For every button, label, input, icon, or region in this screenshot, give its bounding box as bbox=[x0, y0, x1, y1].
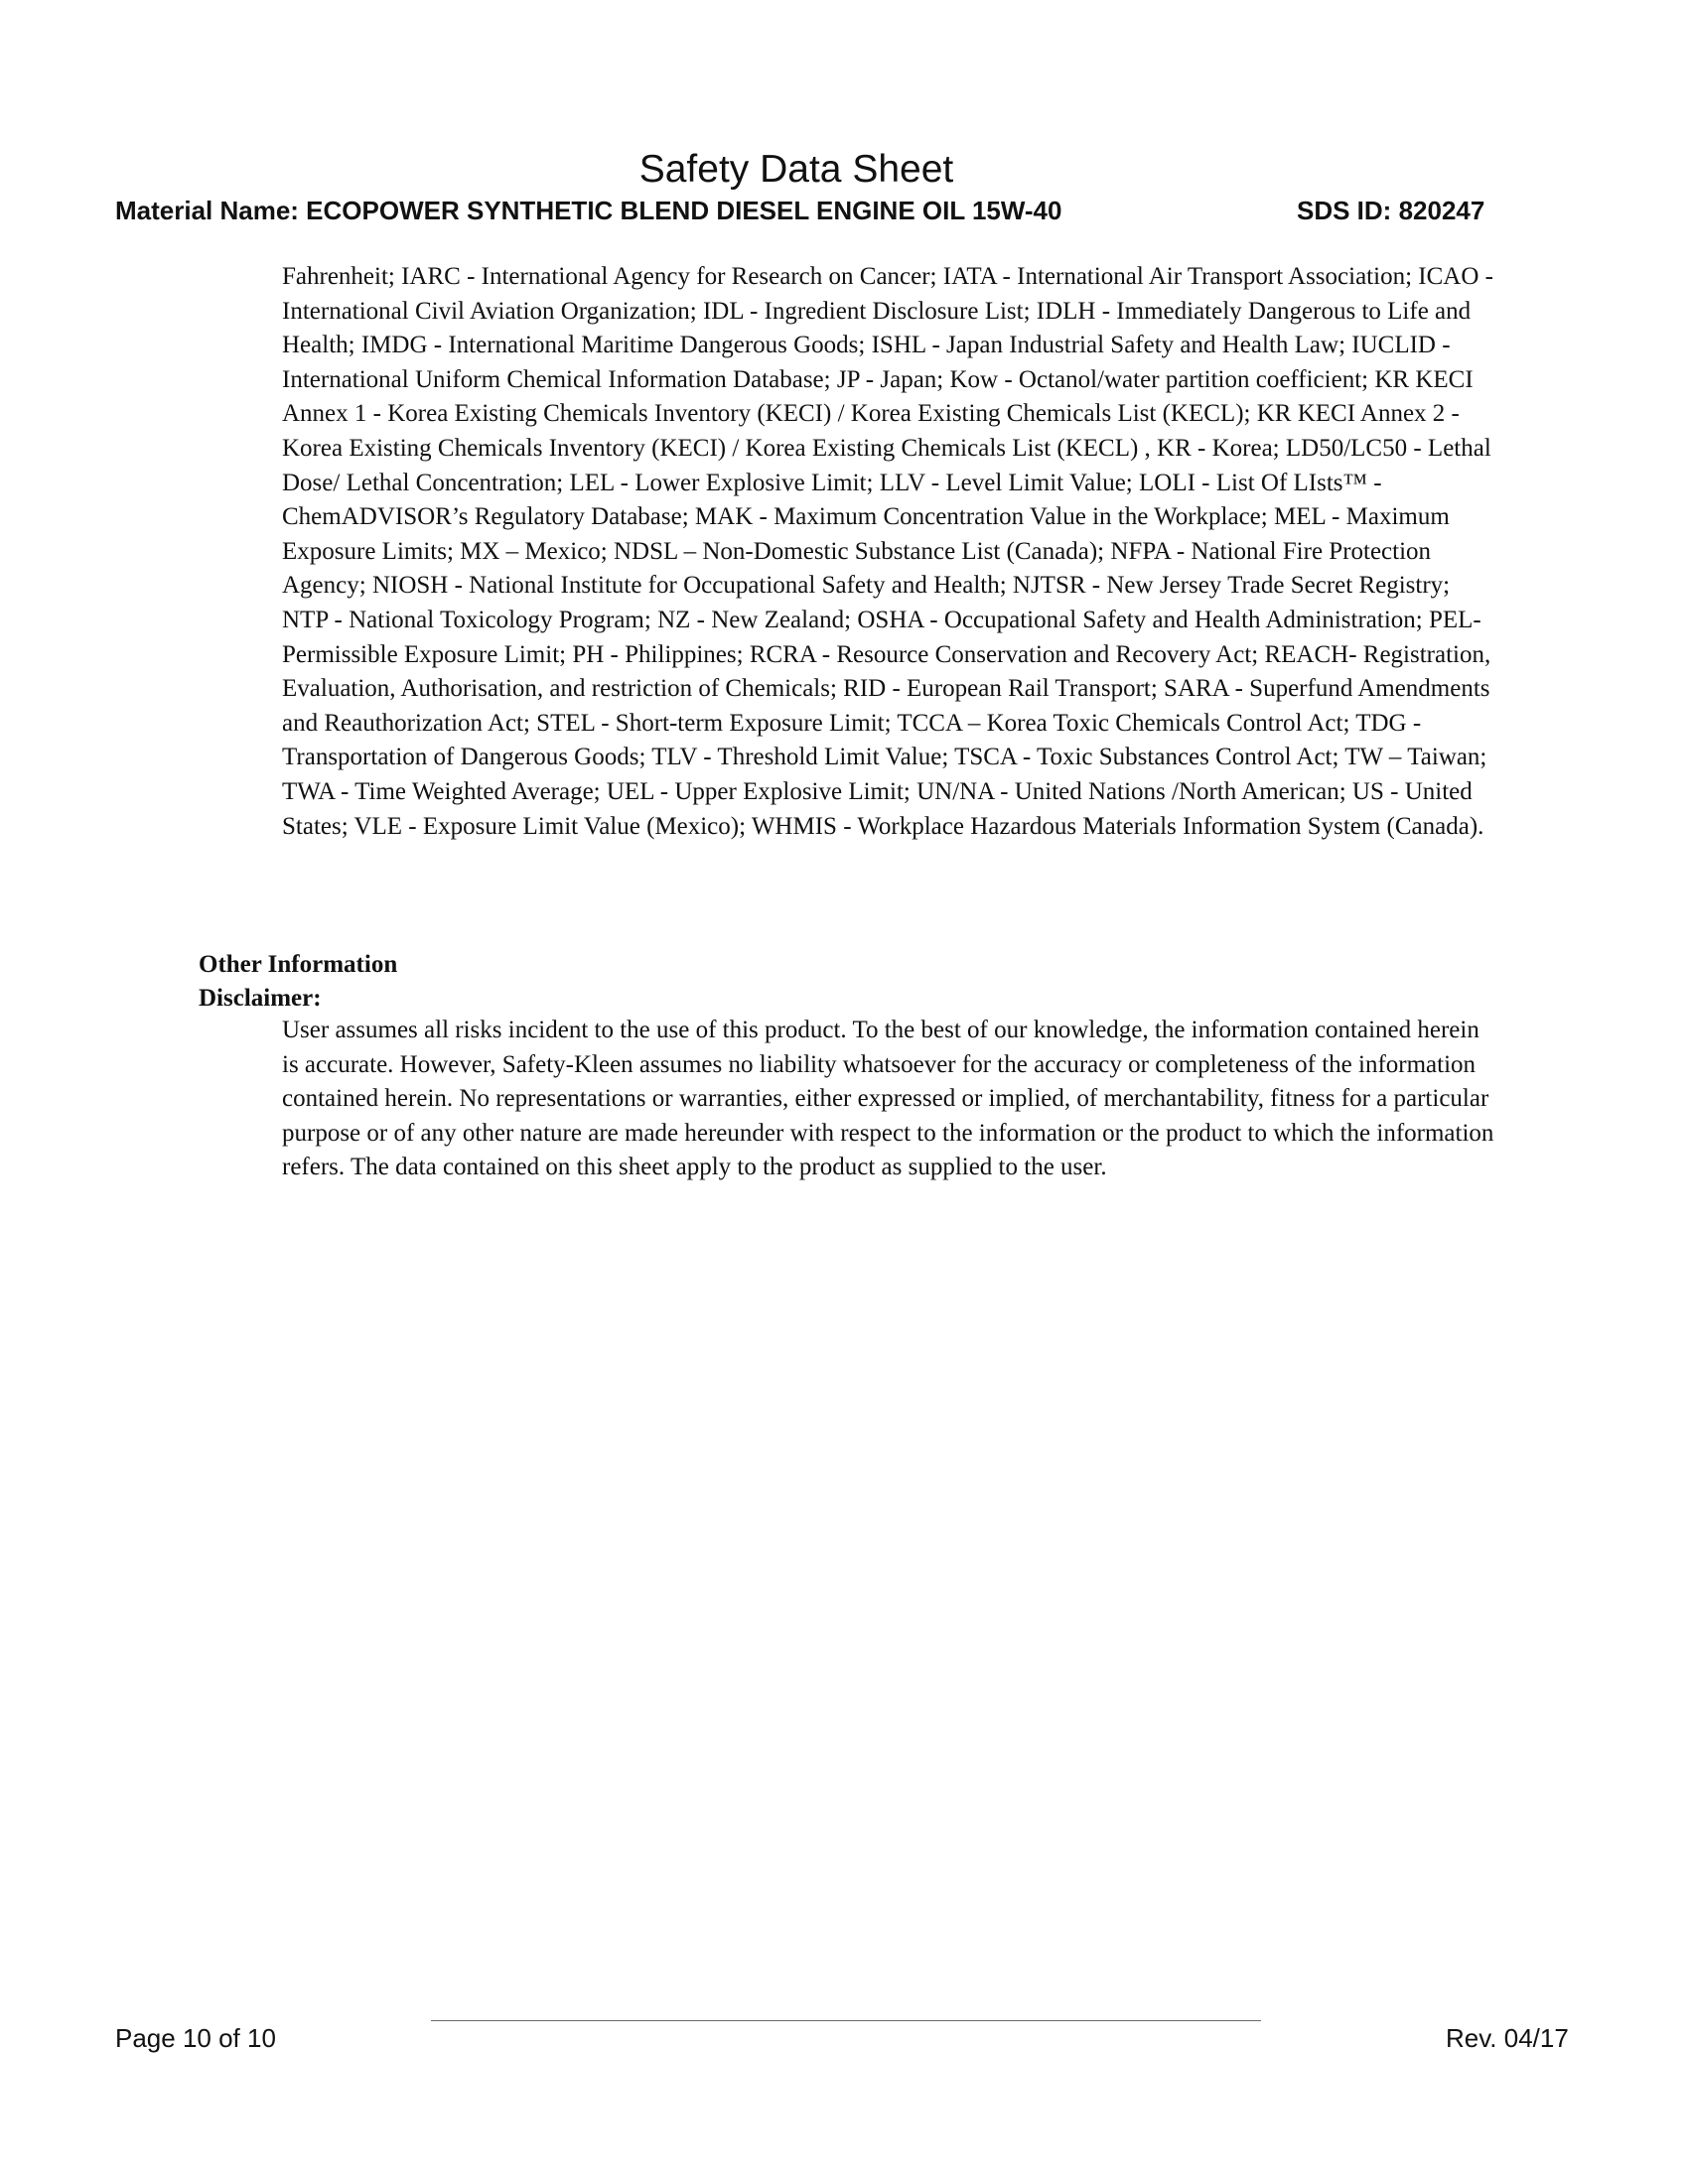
footer-divider bbox=[431, 2020, 1261, 2021]
page-number: Page 10 of 10 bbox=[115, 2023, 276, 2053]
disclaimer-heading: Disclaimer: bbox=[199, 985, 322, 1012]
abbreviations-paragraph: Fahrenheit; IARC - International Agency for Research on Cancer; IATA - International Air Transport Association; ICAO - International Civil Aviation Organization; IDL - Ingredient Disclosure List; IDLH - Immediately Dangerous to Life and Health; IMDG - International Maritime Dangerous Goods; ISHL - Japan Industrial Safety and Health Law; IUCLID - International Uniform Chemical Information Database; JP - Japan; Kow - Octanol/water partition coefficient; KR KECI Annex 1 - Korea Existing Chemicals Inventory (KECI) / Korea Existing Chemicals List (KECL); KR KECI Annex 2 - Korea Existing Chemicals Inventory (KECI) / Korea Existing Chemicals List (KECL) , KR - Korea; LD50/LC50 - Lethal Dose/ Lethal Concentration; LEL - Lower Explosive Limit; LLV - Level Limit Value; LOLI - List Of LIsts™ - ChemADVISOR’s Regulatory Database; MAK - Maximum Concentration Value in the Workplace; MEL - Maximum Exposure Limits; MX – Mexico; NDSL – Non-Domestic Substance List (Canada); NFPA - National Fire Protection Agency; NIOSH - National Institute for Occupational Safety and Health; NJTSR - New Jersey Trade Secret Registry; NTP - National Toxicology Program; NZ - New Zealand; OSHA - Occupational Safety and Health Administration; PEL- Permissible Exposure Limit; PH - Philippines; RCRA - Resource Conservation and Recovery Act; REACH- Registration, Evaluation, Authorisation, and restriction of Chemicals; RID - European Rail Transport; SARA - Superfund Amendments and Reauthorization Act; STEL - Short-term Exposure Limit; TCCA – Korea Toxic Chemicals Control Act; TDG - Transportation of Dangerous Goods; TLV - Threshold Limit Value; TSCA - Toxic Substances Control Act; TW – Taiwan; TWA - Time Weighted Average; UEL - Upper Explosive Limit; UN/NA - United Nations /North American; US - United States; VLE - Exposure Limit Value (Mexico); WHMIS - Workplace Hazardous Materials Information System (Canada). bbox=[282, 263, 1493, 840]
revision-label: Rev. 04/17 bbox=[1446, 2023, 1569, 2053]
other-information-heading: Other Information bbox=[199, 951, 398, 978]
disclaimer-paragraph: User assumes all risks incident to the use of this product. To the best of our knowledge, the information contained herein is accurate. However, Safety-Kleen assumes no liability whatsoever for the accuracy or completeness of the information contained herein. No representations or warranties, either expressed or implied, of merchantability, fitness for a particular purpose or of any other nature are made hereunder with respect to the information or the product to which the information refers. The data contained on this sheet apply to the product as supplied to the user. bbox=[282, 1017, 1494, 1181]
document-title: Safety Data Sheet bbox=[638, 148, 954, 191]
material-name: Material Name: ECOPOWER SYNTHETIC BLEND DIESEL ENGINE OIL 15W-40 bbox=[115, 196, 1062, 225]
sds-id: SDS ID: 820247 bbox=[1297, 196, 1485, 225]
